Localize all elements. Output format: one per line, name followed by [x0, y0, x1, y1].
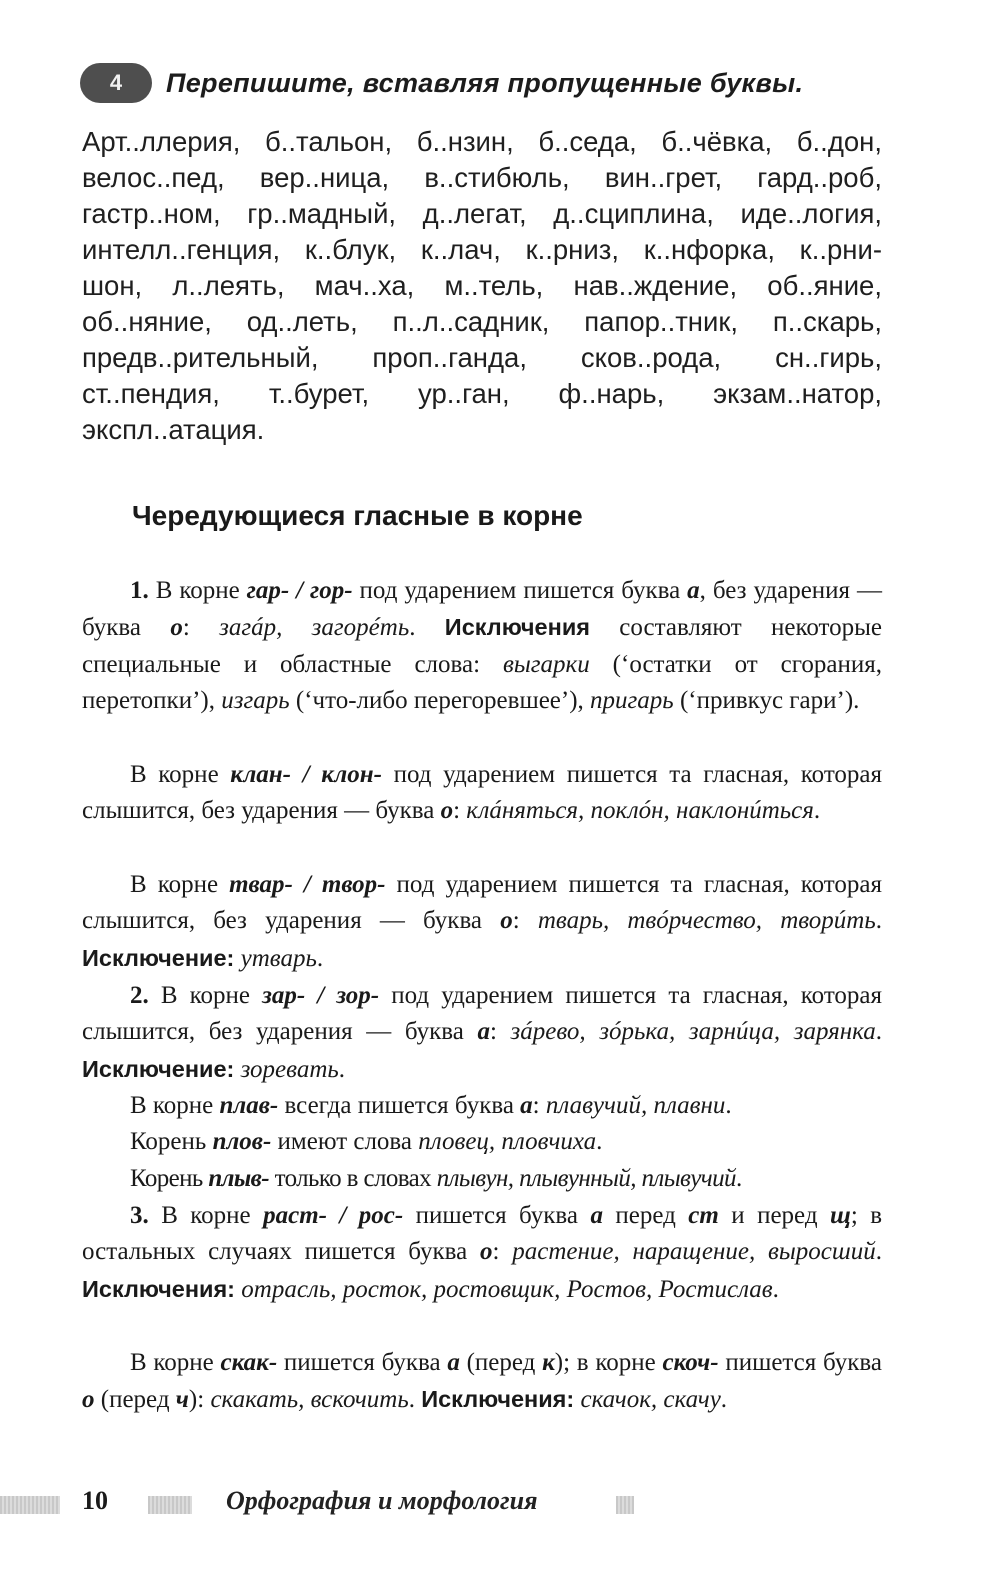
exercise-line: гастр..ном, гр..мадный, д..легат, д..сциплина, иде..логия,	[82, 198, 882, 229]
running-title: Орфография и морфология	[226, 1486, 538, 1515]
footer-decor-bar	[148, 1496, 192, 1514]
rule-paragraph-tvar-tvor: В корне твар- / твор- под ударением пишется та гласная, которая слышится, без ударения — буква о: тварь, твóрчество, творúть. Исключение: утварь.	[82, 871, 883, 972]
rule-paragraph-skak-skoch: В корне скак- пишется буква а (перед к); в корне скоч- пишется буква о (перед ч): скакать, вскочить. Исключения: скачок, скачу.	[82, 1349, 882, 1414]
rule-paragraph-plov: Корень плов- имеют слова пловец, пловчиха.	[130, 1128, 603, 1155]
page-footer	[0, 1484, 1000, 1524]
rule-paragraph-rast-ros: 3. В корне раст- / рос- пишется буква а перед ст и перед щ; в остальных случаях пишется буква о: растение, наращение, выросший. Исключения: отрасль, росток, ростовщик, Ростов, Ростислав.	[82, 1202, 882, 1303]
exercise-line: ст..пендия, т..бурет, ур..ган, ф..нарь, экзам..натор,	[82, 378, 882, 409]
rule-paragraph-plyv: Корень плыв- только в словах плывун, плывунный, плывучий.	[130, 1165, 742, 1192]
rule-paragraph-zar-zor: 2. В корне зар- / зор- под ударением пишется та гласная, которая слышится, без ударения — буква а: зáрево, зóрька, зарнúца, зарянка. Исключение: зоревать.	[82, 982, 883, 1083]
task-number-badge: 4	[80, 63, 152, 103]
task-header	[80, 62, 803, 104]
exercise-line: велос..пед, вер..ница, в..стибюль, вин..грет, гард..роб,	[82, 162, 882, 193]
exercise-line: Арт..ллерия, б..тальон, б..нзин, б..седа, б..чёвка, б..дон,	[82, 126, 882, 157]
exercise-line: экспл..атация.	[82, 414, 265, 445]
exercise-line: об..няние, од..леть, п..л..садник, папор..тник, п..скарь,	[82, 306, 882, 337]
rule-paragraph-plav: В корне плав- всегда пишется буква а: плавучий, плавни.	[130, 1092, 732, 1119]
exercise-line: шон, л..леять, мач..ха, м..тель, нав..ждение, об..яние,	[82, 270, 882, 301]
exercise-line: предв..рительный, проп..ганда, сков..рода, сн..гирь,	[82, 342, 882, 373]
section-title: Чередующиеся гласные в корне	[132, 500, 583, 531]
exercise-line: интелл..генция, к..блук, к..лач, к..рниз, к..нфорка, к..рни-	[82, 234, 882, 265]
footer-decor-bar	[616, 1496, 634, 1514]
footer-decor-bar	[0, 1496, 60, 1514]
rule-paragraph-gar-gor: 1. В корне гар- / гор- под ударением пишется буква а, без ударения — буква о: загáр, загорéть. Исключения составляют некоторые специальные и областные слова: выгарки (‘остатки от сгорания, перетопки’), изгарь (‘что-либо перегоревшее’), пригарь (‘привкус гари’).	[82, 577, 883, 714]
rule-paragraph-klan-klon: В корне клан- / клон- под ударением пишется та гласная, которая слышится, без ударения — буква о: клáняться, поклóн, наклонúться.	[82, 761, 883, 825]
page-number: 10	[82, 1486, 108, 1515]
task-instruction: Перепишите, вставляя пропущенные буквы.	[166, 67, 804, 98]
